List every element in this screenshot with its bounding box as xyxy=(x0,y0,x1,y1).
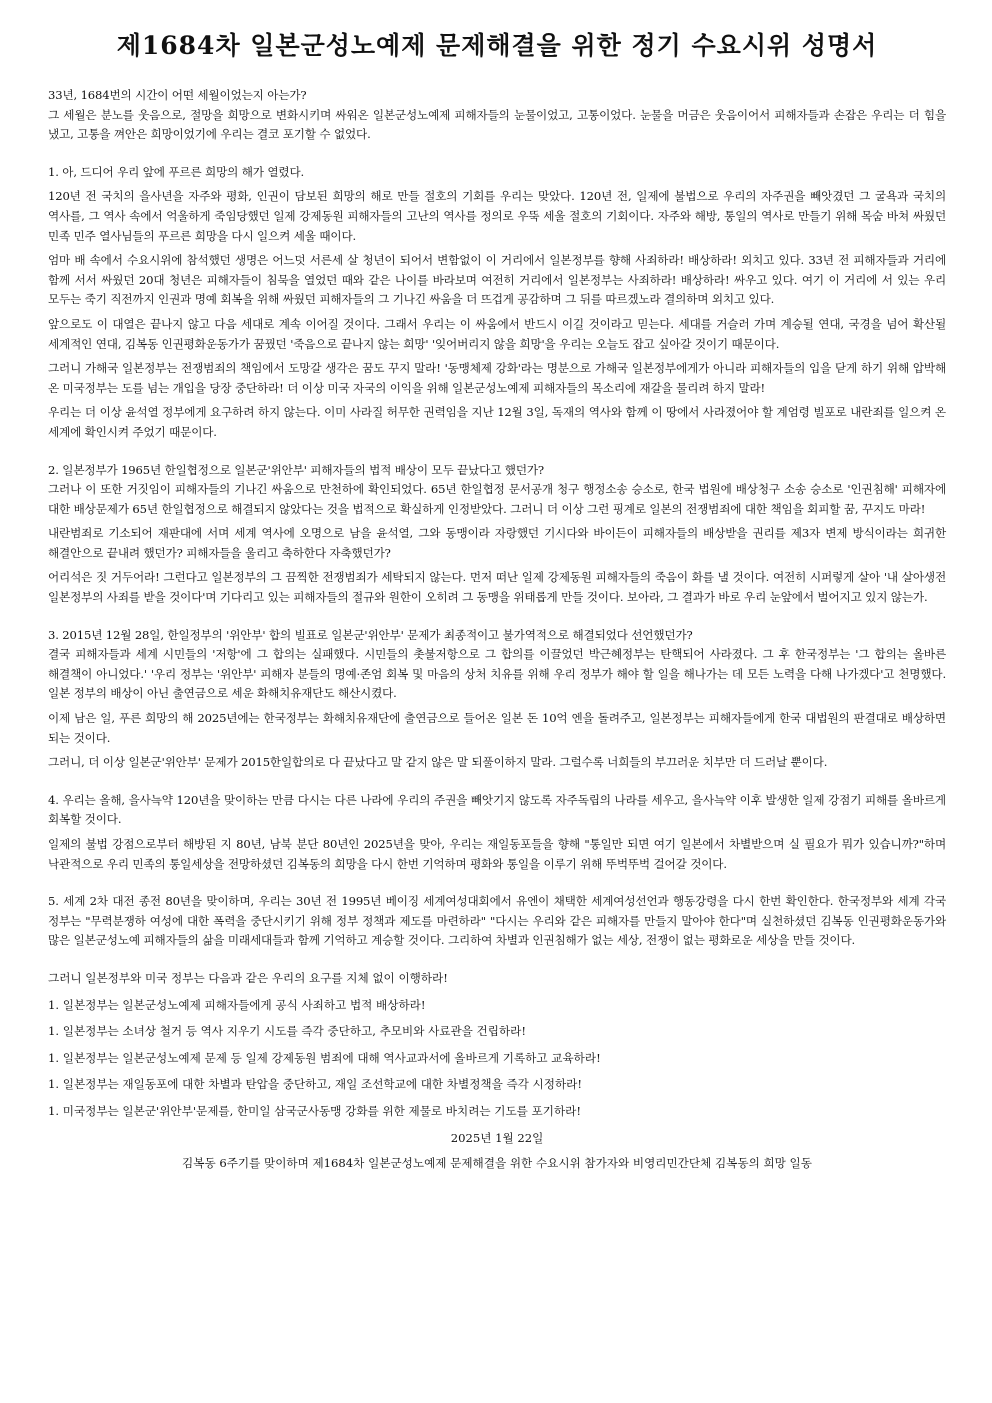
intro xyxy=(48,86,946,145)
section-paragraph: 5. 세계 2차 대전 종전 80년을 맞이하며, 우리는 30년 전 1995년 베이징 세계여성대회에서 유엔이 채택한 세계여성선언과 행동강령을 다시 한번 확인한다. 한국정부와 세계 각국 정부는 "무력분쟁하 여성에 대한 폭력을 중단시키기 위해 정부 정책과 제도를 마련하라" "다시는 우리와 같은 피해자를 만들지 말아야 한다"며 실천하셨던 김복동 인권평화운동가와 많은 일본군성노예 피해자들의 삶을 미래세대들과 함께 기억하고 계승할 것이다. 그리하여 차별과 인권침해가 없는 세상, 전쟁이 없는 평화로운 세상을 만들 것이다. xyxy=(48,894,946,948)
intro-text: 그 세월은 분노를 웃음으로, 절망을 희망으로 변화시키며 싸워온 일본군성노예제 피해자들의 눈물이었고, 고통이었다. 눈물을 머금은 웃음이어서 피해자들과 손잡은 우리는 더 힘을 냈고, 고통을 껴안은 희망이었기에 우리는 결코 포기할 수 없었다. xyxy=(48,107,946,142)
signature: 김복동 6주기를 맞이하며 제1684차 일본군성노예제 문제해결을 위한 수요시위 참가자와 비영리민간단체 김복동의 희망 일동 xyxy=(182,1156,812,1171)
section-4 xyxy=(48,791,946,874)
section-paragraph: 내란범죄로 기소되어 재판대에 서며 세계 역사에 오명으로 남을 윤석열, 그와 동맹이라 자랑했던 기시다와 바이든이 피해자들의 배상받을 권리를 제3자 변제 방식이라는 희귀한 해결안으로 끝내려 했던가? 피해자들을 울리고 축하한다 자축했던가? xyxy=(48,526,946,560)
section-paragraph: 그러니, 더 이상 일본군'위안부' 문제가 2015한일합의로 다 끝났다고 말 같지 않은 말 되풀이하지 말라. 그럴수록 너희들의 부끄러운 치부만 더 드러날 뿐이다. xyxy=(48,755,828,770)
section-paragraph: 우리는 더 이상 윤석열 정부에게 요구하려 하지 않는다. 이미 사라질 허무한 권력임을 지난 12월 3일, 독재의 역사와 함께 이 땅에서 사라졌어야 할 계엄령 빌포로 내란죄를 일으켜 온 세계에 확인시켜 주었기 때문이다. xyxy=(48,405,946,439)
section-heading: 2. 일본정부가 1965년 한일협정으로 일본군'위안부' 피해자들의 법적 배상이 모두 끝났다고 했던가? xyxy=(48,462,544,477)
statement-page xyxy=(48,26,946,1174)
section-1 xyxy=(48,163,946,443)
section-paragraph: 어리석은 짓 거두어라! 그런다고 일본정부의 그 끔찍한 전쟁범죄가 세탁되지 않는다. 먼저 떠난 일제 강제동원 피해자들의 죽음이 화를 낼 것이다. 여전히 시퍼렇게 살아 '내 살아생전 일본정부의 사죄를 받을 것이다'며 기다리고 있는 피해자들의 절규와 원한이 오히려 그 동맹을 위태롭게 만들 것이다. 보아라, 그 결과가 바로 우리 눈앞에서 벌어지고 있지 않는가. xyxy=(48,570,946,605)
section-heading: 3. 2015년 12월 28일, 한일정부의 '위안부' 합의 빌표로 일본군'위안부' 문제가 최종적이고 불가역적으로 해결되었다 선언했던가? xyxy=(48,627,693,642)
section-5 xyxy=(48,892,946,951)
section-paragraph: 일제의 불법 강점으로부터 해방된 지 80년, 남북 분단 80년인 2025년을 맞아, 우리는 재일동포들을 향해 "통일만 되면 여기 일본에서 차별받으며 실 필요가 뭐가 있습니까?"하며 낙관적으로 우리 민족의 통일세상을 전망하셨던 김복동의 희망을 다시 한번 기억하며 평화와 통일을 이루기 위해 뚜벅뚜벅 걸어갈 것이다. xyxy=(48,837,946,871)
section-paragraph: 결국 피해자들과 세계 시민들의 '저항'에 그 합의는 실패했다. 시민들의 촛불저항으로 그 합의를 이끌었던 박근혜정부는 탄핵되어 사라졌다. 그 후 한국정부는 '그 합의는 올바른 해결책이 아니었다.' '우리 정부는 '위안부' 피해자 분들의 명예·존엄 회복 및 마음의 상처 치유를 위해 우리 정부가 해야 할 일을 해나가는 데 모든 노력을 다해 나가겠다'고 천명했다. 일본 정부의 배상이 아닌 출연금으로 세운 화해치유재단도 해산시켰다. xyxy=(48,647,946,701)
section-paragraph: 그러니 가해국 일본정부는 전쟁범죄의 책임에서 도망갈 생각은 꿈도 꾸지 말라! '동맹체제 강화'라는 명분으로 가해국 일본정부에게가 아니라 피해자들의 입을 닫게 하기 위해 압박해 온 미국정부는 도를 넘는 개입을 당장 중단하라! 더 이상 미국 자국의 이익을 위해 일본군성노예제 피해자들의 목소리에 재갈을 물리려 하지 말라! xyxy=(48,361,946,395)
demand-item: 1. 일본정부는 소녀상 철거 등 역사 지우기 시도를 즉각 중단하고, 추모비와 사료관을 건립하라! xyxy=(48,1024,527,1039)
section-paragraph: 앞으로도 이 대열은 끝나지 않고 다음 세대로 계속 이어질 것이다. 그래서 우리는 이 싸움에서 반드시 이길 것이라고 믿는다. 세대를 거슬러 가며 계승될 연대, 국경을 넘어 확산될 세계적인 연대, 김복동 인권평화운동가가 꿈꿨던 '죽음으로 끝나지 않는 희망' '잊어버리지 않을 희망'을 우리는 오늘도 잡고 싶아갈 것이기 때문이다. xyxy=(48,316,946,351)
demands-intro: 그러니 일본정부와 미국 정부는 다음과 같은 우리의 요구를 지체 없이 이행하라! xyxy=(48,970,448,985)
section-heading: 1. 아, 드디어 우리 앞에 푸르른 희망의 해가 열렸다. xyxy=(48,164,305,179)
section-heading: 4. 우리는 올해, 을사늑약 120년을 맞이하는 만큼 다시는 다른 나라에 우리의 주권을 빼앗기지 않도록 자주독립의 나라를 세우고, 을사늑약 이후 발생한 일제 강점기 피해를 올바르게 회복할 것이다. xyxy=(48,792,946,827)
section-paragraph: 엄마 배 속에서 수요시위에 참석했던 생명은 어느덧 서른세 살 청년이 되어서 변함없이 이 거리에서 일본정부를 향해 사죄하라! 배상하라! 외치고 있다. 33년 전 피해자들과 거리에 함께 서서 싸웠던 20대 청년은 피해자들이 침묵을 열었던 때와 같은 나이를 바라보며 여전히 거리에서 일본정부는 사죄하라! 배상하라! 싸우고 있다. 여기 이 거리에 서 있는 우리 모두는 죽기 직전까지 인권과 명예 회복을 위해 싸웠던 피해자들의 그 기나긴 싸움을 더 뜨겁게 공감하며 그 뒤를 따르겠노라 결의하며 외치고 있다. xyxy=(48,253,946,307)
demand-item: 1. 미국정부는 일본군'위안부'문제를, 한미일 삼국군사동맹 강화를 위한 제물로 바치려는 기도를 포기하라! xyxy=(48,1103,582,1118)
page-title: 제1684차 일본군성노예제 문제해결을 위한 정기 수요시위 성명서 xyxy=(116,31,878,60)
section-paragraph: 그러나 이 또한 거짓임이 피해자들의 기나긴 싸움으로 만천하에 확인되었다. 65년 한일협정 문서공개 청구 행정소송 승소로, 한국 법원에 배상청구 소송 승소로 '인권침해' 피해자에 대한 배상문제가 65년 한일협정으로 해결되지 않았다는 것을 법적으로 확실하게 인정받았다. 그러니 더 이상 그런 핑계로 일본의 전쟁범죄에 대한 책임을 회피할 꿈, 꾸지도 마라! xyxy=(48,482,946,516)
section-paragraph: 이제 남은 일, 푸른 희망의 해 2025년에는 한국정부는 화해치유재단에 출연금으로 들어온 일본 돈 10억 엔을 돌려주고, 일본정부는 피해자들에게 한국 대법원의 판결대로 배상하면 되는 것이다. xyxy=(48,711,946,745)
demand-item: 1. 일본정부는 일본군성노예제 피해자들에게 공식 사죄하고 법적 배상하라! xyxy=(48,997,426,1012)
section-3 xyxy=(48,626,946,773)
demand-item: 1. 일본정부는 일본군성노예제 문제 등 일제 강제동원 범죄에 대해 역사교과서에 올바르게 기록하고 교육하라! xyxy=(48,1050,601,1065)
demands-list xyxy=(48,969,946,1122)
demand-item: 1. 일본정부는 재일동포에 대한 차별과 탄압을 중단하고, 재일 조선학교에 대한 차별정책을 즉각 시정하라! xyxy=(48,1077,583,1092)
statement-date: 2025년 1월 22일 xyxy=(450,1130,544,1145)
intro-question: 33년, 1684번의 시간이 어떤 세월이었는지 아는가? xyxy=(48,88,307,102)
section-2 xyxy=(48,461,946,608)
section-paragraph: 120년 전 국치의 을사년을 자주와 평화, 인권이 담보된 희망의 해로 만들 절호의 기회를 우리는 맞았다. 120년 전, 일제에 불법으로 우리의 자주권을 빼앗겼던 그 굴욕과 국치의 역사를, 그 역사 속에서 억울하게 죽임당했던 일제 강제동원 피해자들의 고난의 역사를 정의로 우뚝 세울 절호의 기회이다. 자주와 해방, 통일의 역사로 만들기 위해 목숨 바쳐 싸웠던 민족 민주 열사님들의 푸르른 희망을 다시 일으켜 세울 때이다. xyxy=(48,189,946,243)
